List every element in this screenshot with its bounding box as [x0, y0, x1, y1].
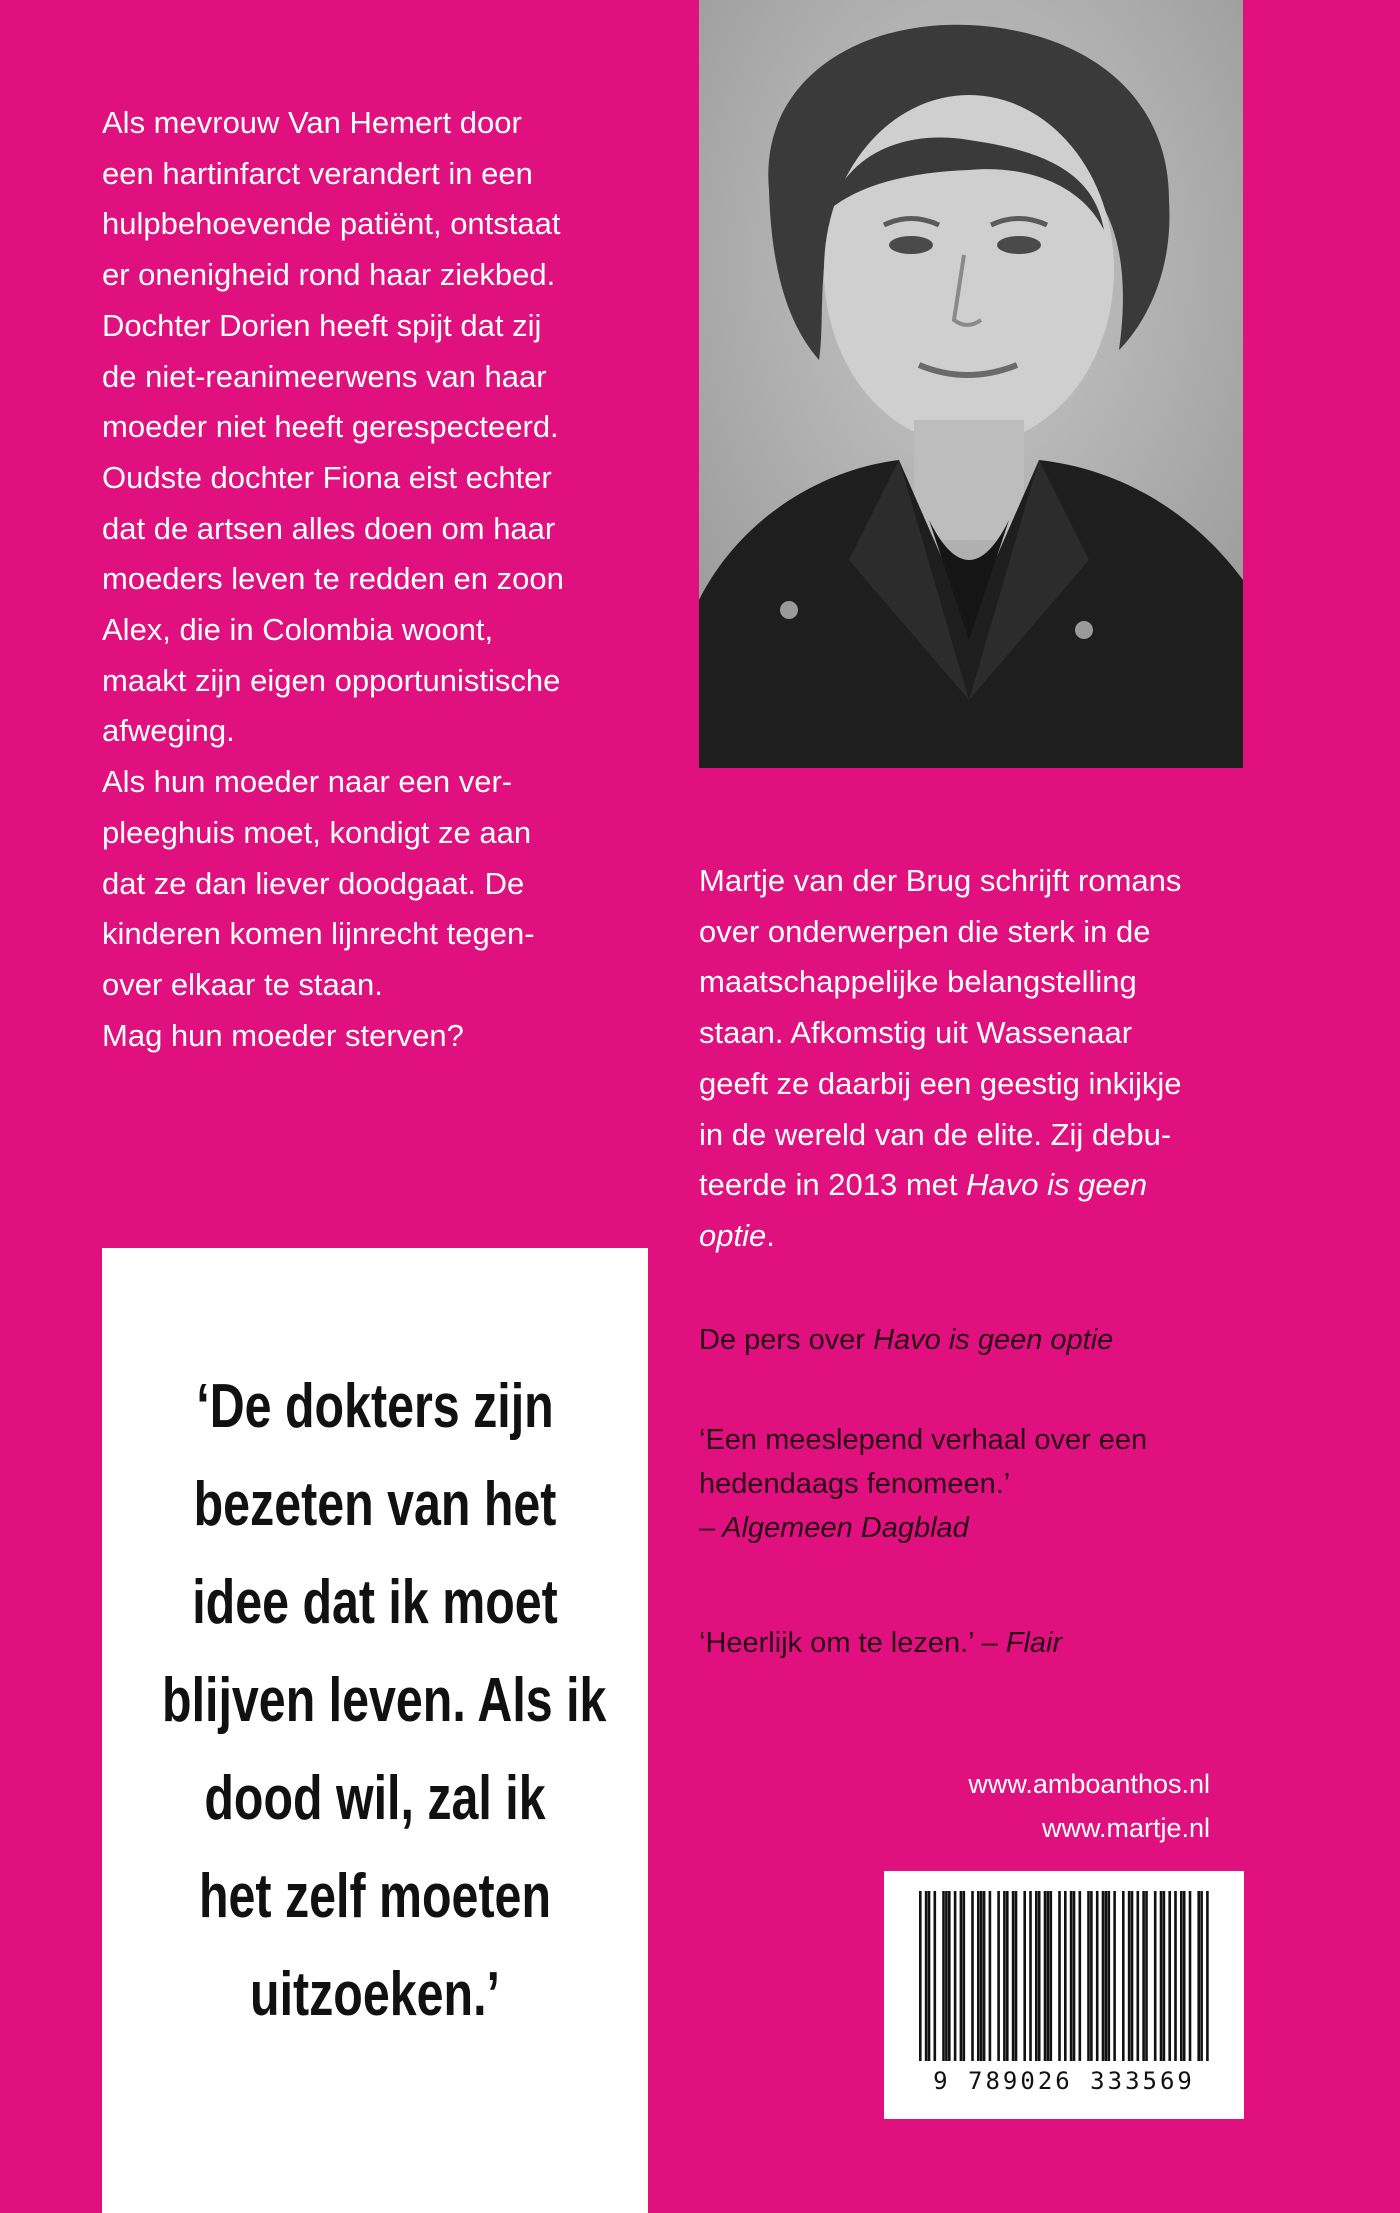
barcode-bar: [1122, 1891, 1125, 2061]
book-title-italic: optie: [699, 1217, 767, 1253]
blurb-line: de niet-reanimeerwens van haar: [102, 358, 547, 394]
barcode-bar: [963, 1891, 966, 2061]
website-links: [880, 1762, 1210, 1850]
barcode-bar: [1108, 1891, 1111, 2061]
barcode-bar: [1128, 1891, 1131, 2061]
barcode-bar: [1006, 1891, 1009, 2061]
barcode-bar: [1073, 1891, 1076, 2061]
barcode-bar: [928, 1891, 931, 2061]
barcode-bar: [1154, 1891, 1157, 2061]
barcode-bar: [971, 1891, 974, 2061]
blurb-line: dat de artsen alles doen om haar: [102, 510, 556, 546]
barcode-bar: [1163, 1891, 1166, 2061]
quote-line: ‘De dokters zijn: [196, 1372, 554, 1441]
blurb-line: een hartinfarct verandert in een: [102, 155, 533, 191]
quote-line: bezeten van het: [193, 1470, 557, 1539]
blurb-line: Dochter Dorien heeft spijt dat zij: [102, 307, 542, 343]
blurb-line: pleeghuis moet, kondigt ze aan: [102, 814, 532, 850]
blurb-line: Alex, die in Colombia woont,: [102, 612, 494, 648]
bio-line: over onderwerpen die sterk in de: [699, 913, 1151, 949]
barcode-bar: [1102, 1891, 1105, 2061]
barcode-bar: [954, 1891, 957, 2061]
barcode-bar: [1200, 1891, 1203, 2061]
barcode-bar: [1137, 1891, 1140, 2061]
review-text: ‘Heerlijk om te lezen.’ –: [699, 1627, 1006, 1659]
quote-box: [102, 1248, 648, 2213]
review-source: Flair: [1005, 1627, 1063, 1659]
blurb-line: moeder niet heeft gerespecteerd.: [102, 409, 559, 445]
barcode-bar: [1035, 1891, 1038, 2061]
barcode-bar: [1058, 1891, 1061, 2061]
barcode-bar: [1003, 1891, 1006, 2061]
blurb-line: Mag hun moeder sterven?: [102, 1017, 464, 1053]
bio-line-text: teerde in 2013 met: [699, 1167, 967, 1203]
barcode-bar: [1174, 1891, 1177, 2061]
barcode-bars: [919, 1891, 1209, 2061]
barcode-bar: [1131, 1891, 1134, 2061]
bio-line: geeft ze daarbij een geestig inkijkje: [699, 1065, 1182, 1101]
barcode-bar: [1012, 1891, 1015, 2061]
quote-line: dood wil, zal ik: [204, 1764, 546, 1833]
barcode: [884, 1871, 1244, 2119]
blurb-line: er onenigheid rond haar ziekbed.: [102, 257, 556, 293]
barcode-bar: [1206, 1891, 1209, 2061]
barcode-bar: [977, 1891, 980, 2061]
bio-line: staan. Afkomstig uit Wassenaar: [699, 1015, 1133, 1051]
quote-line: uitzoeken.’: [250, 1960, 500, 2029]
blurb-line: over elkaar te staan.: [102, 966, 383, 1002]
blurb-line: kinderen komen lijnrecht tegen-: [102, 916, 535, 952]
barcode-bar: [1015, 1891, 1018, 2061]
barcode-bar: [919, 1891, 922, 2061]
barcode-bar: [1044, 1891, 1047, 2061]
review-source: – Algemeen Dagblad: [699, 1512, 969, 1544]
barcode-bar: [983, 1891, 986, 2061]
barcode-bar: [1142, 1891, 1145, 2061]
barcode-bar: [1023, 1891, 1026, 2061]
barcode-bar: [1087, 1891, 1090, 2061]
review-line: ‘Een meeslepend verhaal over een: [699, 1424, 1148, 1456]
quote-line: idee dat ik moet: [192, 1568, 558, 1637]
press-heading-title: Havo is geen optie: [873, 1324, 1114, 1356]
barcode-bar: [1079, 1891, 1082, 2061]
publisher-url[interactable]: www.amboanthos.nl: [968, 1769, 1210, 1799]
barcode-bar: [945, 1891, 948, 2061]
quote-line: het zelf moeten: [198, 1862, 551, 1931]
bio-line: Martje van der Brug schrijft romans: [699, 863, 1182, 898]
barcode-bar: [1168, 1891, 1171, 2061]
barcode-bar: [1029, 1891, 1032, 2061]
bio-line-text: .: [766, 1217, 775, 1253]
isbn-number: 9 789026 333569: [933, 2067, 1195, 2095]
press-review-1: [699, 1418, 1147, 1550]
press-heading: [699, 1318, 1113, 1362]
barcode-bar: [1064, 1891, 1067, 2061]
barcode-bar: [989, 1891, 992, 2061]
barcode-bar: [1180, 1891, 1183, 2061]
barcode-bar: [925, 1891, 928, 2061]
barcode-bar: [960, 1891, 963, 2061]
blurb-line: maakt zijn eigen opportunistische: [102, 662, 561, 698]
bio-line: [699, 1160, 1259, 1211]
pull-quote: [162, 1358, 607, 2044]
barcode-bar: [1038, 1891, 1041, 2061]
bio-line: [699, 1211, 1259, 1262]
barcode-bar: [948, 1891, 951, 2061]
author-bio: [699, 856, 1259, 1262]
barcode-bar: [1047, 1891, 1050, 2061]
blurb-line: Als hun moeder naar een ver-: [102, 764, 513, 800]
quote-line: blijven leven. Als ik: [162, 1666, 607, 1735]
press-heading-text: De pers over: [699, 1324, 874, 1356]
author-url[interactable]: www.martje.nl: [1041, 1813, 1210, 1843]
barcode-bar: [1160, 1891, 1163, 2061]
barcode-bar: [934, 1891, 937, 2061]
blurb-line: moeders leven te redden en zoon: [102, 561, 564, 597]
barcode-bar: [1070, 1891, 1073, 2061]
blurb-line: Als mevrouw Van Hemert door: [102, 105, 522, 140]
book-title-italic: Havo is geen: [966, 1167, 1148, 1203]
blurb-text: [102, 98, 662, 1061]
barcode-bar: [980, 1891, 983, 2061]
author-photo: [699, 0, 1243, 768]
blurb-line: afweging.: [102, 713, 235, 749]
blurb-line: Oudste dochter Fiona eist echter: [102, 459, 552, 495]
bio-line: maatschappelijke belangstelling: [699, 964, 1137, 1000]
barcode-bar: [942, 1891, 945, 2061]
barcode-bar: [1189, 1891, 1192, 2061]
barcode-bar: [997, 1891, 1000, 2061]
blurb-line: hulpbehoevende patiënt, ontstaat: [102, 206, 561, 242]
barcode-bar: [1145, 1891, 1148, 2061]
barcode-bar: [1090, 1891, 1093, 2061]
press-review-2: [699, 1621, 1062, 1665]
review-line: hedendaags fenomeen.’: [699, 1468, 1011, 1500]
bio-line: in de wereld van de elite. Zij debu-: [699, 1116, 1172, 1152]
barcode-bar: [1113, 1891, 1116, 2061]
barcode-bar: [1096, 1891, 1099, 2061]
blurb-line: dat ze dan liever doodgaat. De: [102, 865, 525, 901]
barcode-bar: [1197, 1891, 1200, 2061]
barcode-bar: [1050, 1891, 1053, 2061]
barcode-bar: [1105, 1891, 1108, 2061]
barcode-bar: [1183, 1891, 1186, 2061]
